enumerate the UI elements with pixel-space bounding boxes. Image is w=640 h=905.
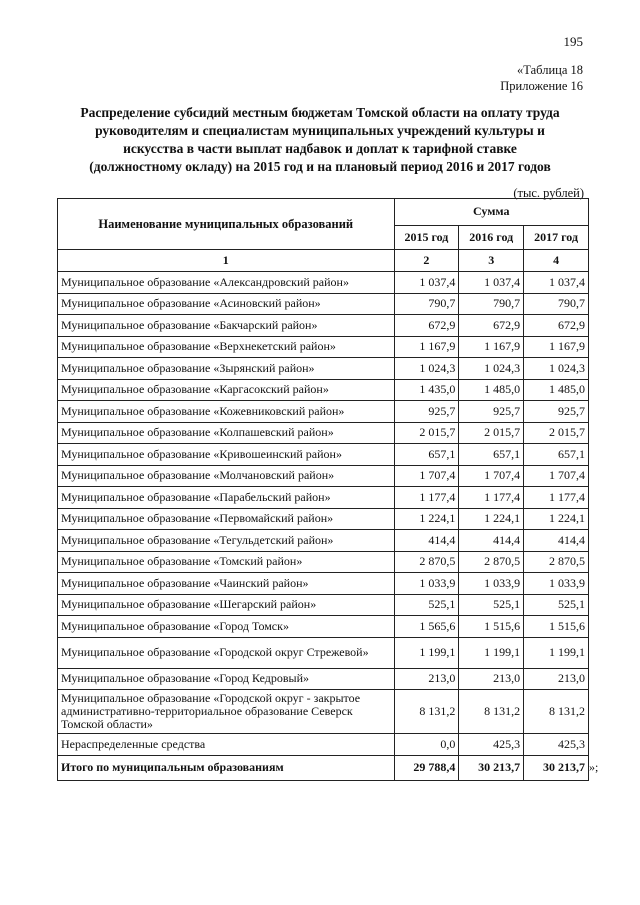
table-ref-line-1: «Таблица 18: [517, 63, 583, 77]
row-name: Муниципальное образование «Парабельский район»: [58, 487, 395, 509]
value-2017: 1 024,3: [524, 358, 589, 380]
value-2016: 1 199,1: [459, 637, 524, 668]
row-name: Муниципальное образование «Молчановский район»: [58, 465, 395, 487]
value-2017: 1 033,9: [524, 573, 589, 595]
value-2015: 1 565,6: [394, 616, 459, 638]
row-name: Муниципальное образование «Томский район»: [58, 551, 395, 573]
value-2016: 1 177,4: [459, 487, 524, 509]
value-2015: 0,0: [394, 734, 459, 756]
value-2015: 2 870,5: [394, 551, 459, 573]
row-name: Муниципальное образование «Зырянский район»: [58, 358, 395, 380]
value-2017: 414,4: [524, 530, 589, 552]
total-2017-value: 30 213,7: [543, 760, 585, 774]
row-name: Муниципальное образование «Город Томск»: [58, 616, 395, 638]
table-row: [58, 272, 589, 294]
total-row: [58, 755, 589, 780]
value-2015: 1 033,9: [394, 573, 459, 595]
value-2015: 1 177,4: [394, 487, 459, 509]
title-line-1: Распределение субсидий местным бюджетам Томской области на оплату труда: [80, 105, 560, 120]
value-2016: 213,0: [459, 668, 524, 690]
value-2017: 2 015,7: [524, 422, 589, 444]
value-2017: 657,1: [524, 444, 589, 466]
page-number: 195: [563, 34, 583, 49]
column-index-2: 2: [394, 250, 459, 272]
value-2015: 1 167,9: [394, 336, 459, 358]
value-2017: 213,0: [524, 668, 589, 690]
row-name: Нераспределенные средства: [58, 734, 395, 756]
value-2016: 1 707,4: [459, 465, 524, 487]
value-2016: 1 485,0: [459, 379, 524, 401]
row-name: Муниципальное образование «Шегарский район»: [58, 594, 395, 616]
value-2015: 525,1: [394, 594, 459, 616]
table-row: [58, 444, 589, 466]
row-name: Муниципальное образование «Тегульдетский район»: [58, 530, 395, 552]
title-line-2: руководителям и специалистам муниципальных учреждений культуры и: [95, 123, 545, 138]
value-2016: 672,9: [459, 315, 524, 337]
total-2015: 29 788,4: [394, 755, 459, 780]
total-suffix: »;: [589, 760, 599, 774]
value-2015: 1 037,4: [394, 272, 459, 294]
value-2016: 1 515,6: [459, 616, 524, 638]
value-2017: 8 131,2: [524, 690, 589, 734]
value-2016: 425,3: [459, 734, 524, 756]
value-2015: 925,7: [394, 401, 459, 423]
header-sum: Сумма: [394, 199, 589, 226]
column-index-1: 1: [58, 250, 395, 272]
table-row: [58, 668, 589, 690]
subsidy-table: [57, 198, 599, 781]
column-index-4: 4: [524, 250, 589, 272]
total-2017: [524, 755, 599, 780]
value-2015: 672,9: [394, 315, 459, 337]
value-2016: 790,7: [459, 293, 524, 315]
table-body: [58, 272, 599, 781]
value-2015: 1 435,0: [394, 379, 459, 401]
value-2017: 1 199,1: [524, 637, 589, 668]
header-year-2016: 2016 год: [459, 225, 524, 249]
row-name: Муниципальное образование «Асиновский район»: [58, 293, 395, 315]
row-name: Муниципальное образование «Колпашевский район»: [58, 422, 395, 444]
row-name: Муниципальное образование «Александровский район»: [58, 272, 395, 294]
value-2017: 1 177,4: [524, 487, 589, 509]
value-2017: 1 167,9: [524, 336, 589, 358]
table-row: [58, 551, 589, 573]
value-2015: 213,0: [394, 668, 459, 690]
value-2016: 1 033,9: [459, 573, 524, 595]
table-row: [58, 637, 589, 668]
table-row: [58, 616, 589, 638]
table-row: [58, 573, 589, 595]
value-2016: 925,7: [459, 401, 524, 423]
value-2016: 1 167,9: [459, 336, 524, 358]
value-2017: 1 224,1: [524, 508, 589, 530]
table-row: [58, 358, 589, 380]
value-2016: 1 037,4: [459, 272, 524, 294]
unit-label: (тыс. рублей): [513, 186, 584, 200]
value-2015: 1 707,4: [394, 465, 459, 487]
value-2017: 1 485,0: [524, 379, 589, 401]
value-2015: 657,1: [394, 444, 459, 466]
value-2016: 1 224,1: [459, 508, 524, 530]
value-2017: 790,7: [524, 293, 589, 315]
table-reference: [500, 62, 583, 94]
value-2015: 1 024,3: [394, 358, 459, 380]
value-2017: 425,3: [524, 734, 589, 756]
row-name: Муниципальное образование «Городской округ - закрытое административно-территориальное образование Северск Томской области»: [58, 690, 395, 734]
table-ref-line-2: Приложение 16: [500, 79, 583, 93]
table-row: [58, 487, 589, 509]
value-2016: 414,4: [459, 530, 524, 552]
value-2015: 1 199,1: [394, 637, 459, 668]
value-2016: 2 870,5: [459, 551, 524, 573]
table-row: [58, 379, 589, 401]
total-name: Итого по муниципальным образованиям: [58, 755, 395, 780]
row-name: Муниципальное образование «Город Кедровый»: [58, 668, 395, 690]
table-row: [58, 530, 589, 552]
row-name: Муниципальное образование «Каргасокский район»: [58, 379, 395, 401]
value-2016: 1 024,3: [459, 358, 524, 380]
value-2017: 925,7: [524, 401, 589, 423]
table-row: [58, 293, 589, 315]
document-title: [70, 104, 570, 176]
value-2016: 525,1: [459, 594, 524, 616]
table-row: [58, 690, 589, 734]
value-2017: 672,9: [524, 315, 589, 337]
value-2015: 8 131,2: [394, 690, 459, 734]
value-2015: 790,7: [394, 293, 459, 315]
total-2016: 30 213,7: [459, 755, 524, 780]
value-2015: 1 224,1: [394, 508, 459, 530]
table-row: [58, 422, 589, 444]
row-name: Муниципальное образование «Кривошеинский район»: [58, 444, 395, 466]
value-2016: 8 131,2: [459, 690, 524, 734]
table-row: [58, 401, 589, 423]
value-2015: 2 015,7: [394, 422, 459, 444]
row-name: Муниципальное образование «Чаинский район»: [58, 573, 395, 595]
row-name: Муниципальное образование «Первомайский район»: [58, 508, 395, 530]
row-name: Муниципальное образование «Верхнекетский район»: [58, 336, 395, 358]
table-row: [58, 508, 589, 530]
value-2017: 1 037,4: [524, 272, 589, 294]
value-2016: 2 015,7: [459, 422, 524, 444]
column-index-3: 3: [459, 250, 524, 272]
table-row: [58, 336, 589, 358]
value-2016: 657,1: [459, 444, 524, 466]
value-2017: 525,1: [524, 594, 589, 616]
header-year-2015: 2015 год: [394, 225, 459, 249]
header-name: Наименование муниципальных образований: [58, 199, 395, 250]
table-row: [58, 734, 589, 756]
value-2017: 1 707,4: [524, 465, 589, 487]
value-2017: 1 515,6: [524, 616, 589, 638]
table-row: [58, 465, 589, 487]
table-row: [58, 594, 589, 616]
value-2017: 2 870,5: [524, 551, 589, 573]
row-name: Муниципальное образование «Кожевниковский район»: [58, 401, 395, 423]
header-year-2017: 2017 год: [524, 225, 589, 249]
table-row: [58, 315, 589, 337]
title-line-4: (должностному окладу) на 2015 год и на плановый период 2016 и 2017 годов: [89, 159, 551, 174]
row-name: Муниципальное образование «Городской округ Стрежевой»: [58, 637, 395, 668]
title-line-3: искусства в части выплат надбавок и доплат к тарифной ставке: [123, 141, 517, 156]
value-2015: 414,4: [394, 530, 459, 552]
row-name: Муниципальное образование «Бакчарский район»: [58, 315, 395, 337]
